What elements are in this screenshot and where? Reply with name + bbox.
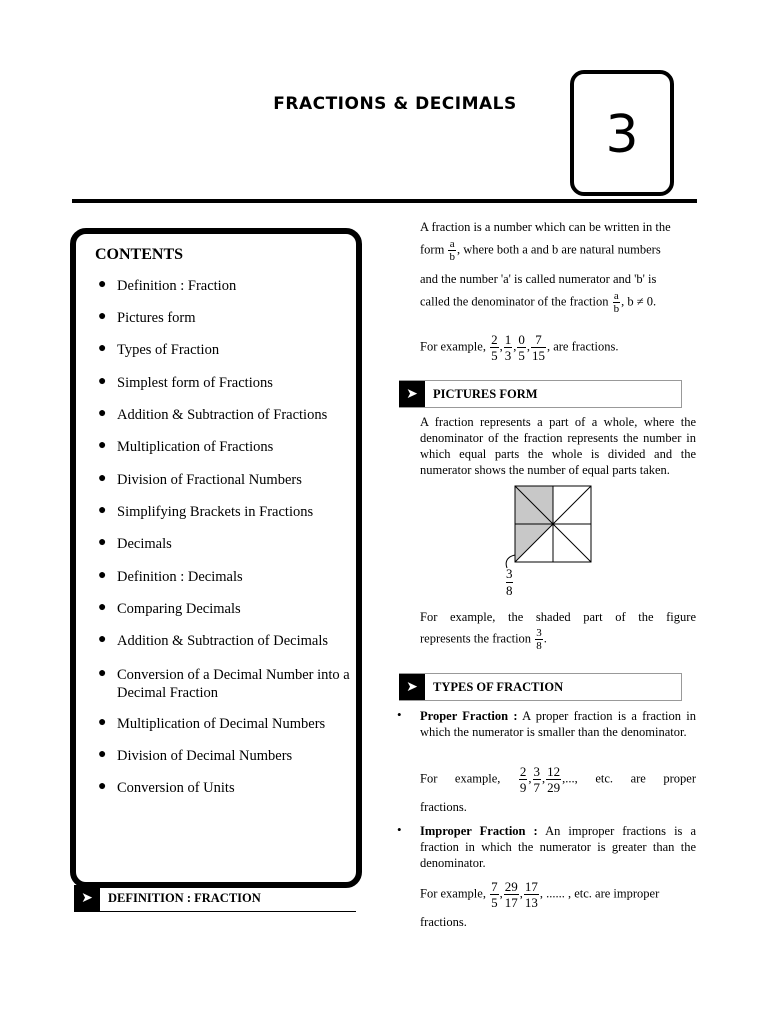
fraction: $\frac{7}{5}$: [491, 879, 498, 910]
improper-example: For example, $\frac{7}{5}$ , $\frac{29}{17}$ , $\frac{17}{13}$ , ...... , etc. are improper: [420, 879, 660, 910]
contents-item: ● Definition : Fraction: [98, 277, 237, 294]
bullet-icon: ●: [98, 715, 107, 730]
contents-item: ● Addition & Subtraction of Fractions: [98, 406, 328, 423]
contents-item: ● Comparing Decimals: [98, 600, 241, 617]
improper-example-tail: fractions.: [420, 915, 467, 929]
types-heading: ➤ TYPES OF FRACTION: [399, 673, 682, 701]
figure-label: 3 8: [506, 566, 513, 598]
contents-item: ● Addition & Subtraction of Decimals: [98, 632, 329, 649]
pictures-form-text: A fraction represents a part of a whole, where the denominator of the fraction represents the number in which equal parts the whole is divided and the numerator shows the number of equal parts taken.: [420, 415, 696, 477]
proper-example-tail: fractions.: [420, 800, 467, 814]
proper-example: For example, $\frac{2}{9}$ , $\frac{3}{7}$ , $\frac{12}{29}$ ,..., etc. are proper: [420, 764, 696, 795]
contents-item: ● Decimals: [98, 535, 172, 552]
bullet-icon: ●: [98, 666, 107, 681]
fraction: $\frac{2}{9}$: [519, 764, 527, 795]
header-rule: [72, 199, 697, 203]
bullet-icon: ●: [98, 747, 107, 762]
fraction: $\frac{3}{7}$: [533, 764, 541, 795]
fraction: $\frac{3}{8}$: [536, 627, 542, 652]
fraction-figure: [498, 483, 594, 569]
fraction: $\frac{17}{13}$: [524, 879, 538, 910]
contents-list: [95, 276, 355, 812]
bullet-icon: ●: [98, 568, 107, 583]
pictures-example-1: For example, the shaded part of the figure: [420, 610, 696, 624]
fraction: $\frac{12}{29}$: [547, 764, 561, 795]
contents-item: ● Definition : Decimals: [98, 568, 243, 585]
chevron-right-icon: ➤: [399, 674, 425, 700]
fraction: $\frac{1}{3}$: [504, 332, 512, 363]
fraction-a-over-b: $\frac{a}{b}$: [449, 238, 455, 263]
bullet-icon: ●: [98, 374, 107, 389]
bullet-icon: ●: [98, 406, 107, 421]
fraction-a-over-b: $\frac{a}{b}$: [613, 290, 620, 315]
intro-line-2: form $\frac{a}{b}$ , where both a and b are natural numbers: [420, 238, 661, 263]
chapter-number: 3: [605, 105, 639, 165]
contents-item: ● Conversion of Units: [98, 779, 235, 796]
contents-item: ● Conversion of a Decimal Number into a Decimal Fraction: [98, 666, 350, 701]
contents-item: ● Pictures form: [98, 309, 196, 326]
bullet-icon: ●: [98, 309, 107, 324]
intro-line-4: called the denominator of the fraction $\frac{a}{b}$ , b ≠ 0.: [420, 290, 657, 315]
bullet-icon: ●: [98, 632, 107, 647]
bullet-icon: ●: [98, 503, 107, 518]
contents-item: ● Simplest form of Fractions: [98, 374, 273, 391]
bullet-icon: ●: [98, 600, 107, 615]
fraction: $\frac{29}{17}$: [504, 879, 518, 910]
page-title: FRACTIONS & DECIMALS: [273, 94, 517, 114]
contents-item: ● Simplifying Brackets in Fractions: [98, 503, 314, 520]
bullet-icon: ●: [98, 341, 107, 356]
fraction: $\frac{7}{15}$: [531, 332, 545, 363]
bullet-icon: ●: [98, 535, 107, 550]
intro-example: For example, $\frac{2}{5}$ , $\frac{1}{3}$ , $\frac{0}{5}$ , $\frac{7}{15}$ , are fractions.: [420, 332, 619, 363]
bullet-icon: ●: [98, 471, 107, 486]
chevron-right-icon: ➤: [399, 381, 425, 407]
proper-fraction-text: Proper Fraction : A proper fraction is a fraction in which the numerator is smaller than the denominator.: [420, 709, 697, 739]
chevron-right-icon: ➤: [74, 885, 100, 911]
bullet-icon: •: [397, 707, 402, 722]
bullet-icon: ●: [98, 438, 107, 453]
contents-title: CONTENTS: [95, 246, 184, 263]
bullet-icon: ●: [98, 277, 107, 292]
definition-heading: ➤ DEFINITION : FRACTION: [74, 885, 356, 912]
fraction: $\frac{2}{5}$: [491, 332, 498, 363]
contents-item: ● Division of Fractional Numbers: [98, 471, 302, 488]
pictures-form-heading: ➤ PICTURES FORM: [399, 380, 682, 408]
contents-item: ● Multiplication of Fractions: [98, 438, 274, 455]
contents-item: ● Division of Decimal Numbers: [98, 747, 293, 764]
improper-fraction-text: Improper Fraction : An improper fractions is a fraction in which the numerator is greater than the denominator.: [420, 824, 697, 870]
pictures-example-2: represents the fraction $\frac{3}{8}$ .: [420, 627, 547, 652]
intro-line-3: and the number 'a' is called numerator and 'b' is: [420, 272, 657, 286]
contents-item: ● Multiplication of Decimal Numbers: [98, 715, 326, 732]
intro-line-1: A fraction is a number which can be written in the: [420, 220, 671, 234]
bullet-icon: •: [397, 822, 402, 837]
fraction: $\frac{0}{5}$: [518, 332, 525, 363]
contents-item: ● Types of Fraction: [98, 341, 220, 358]
bullet-icon: ●: [98, 779, 107, 794]
